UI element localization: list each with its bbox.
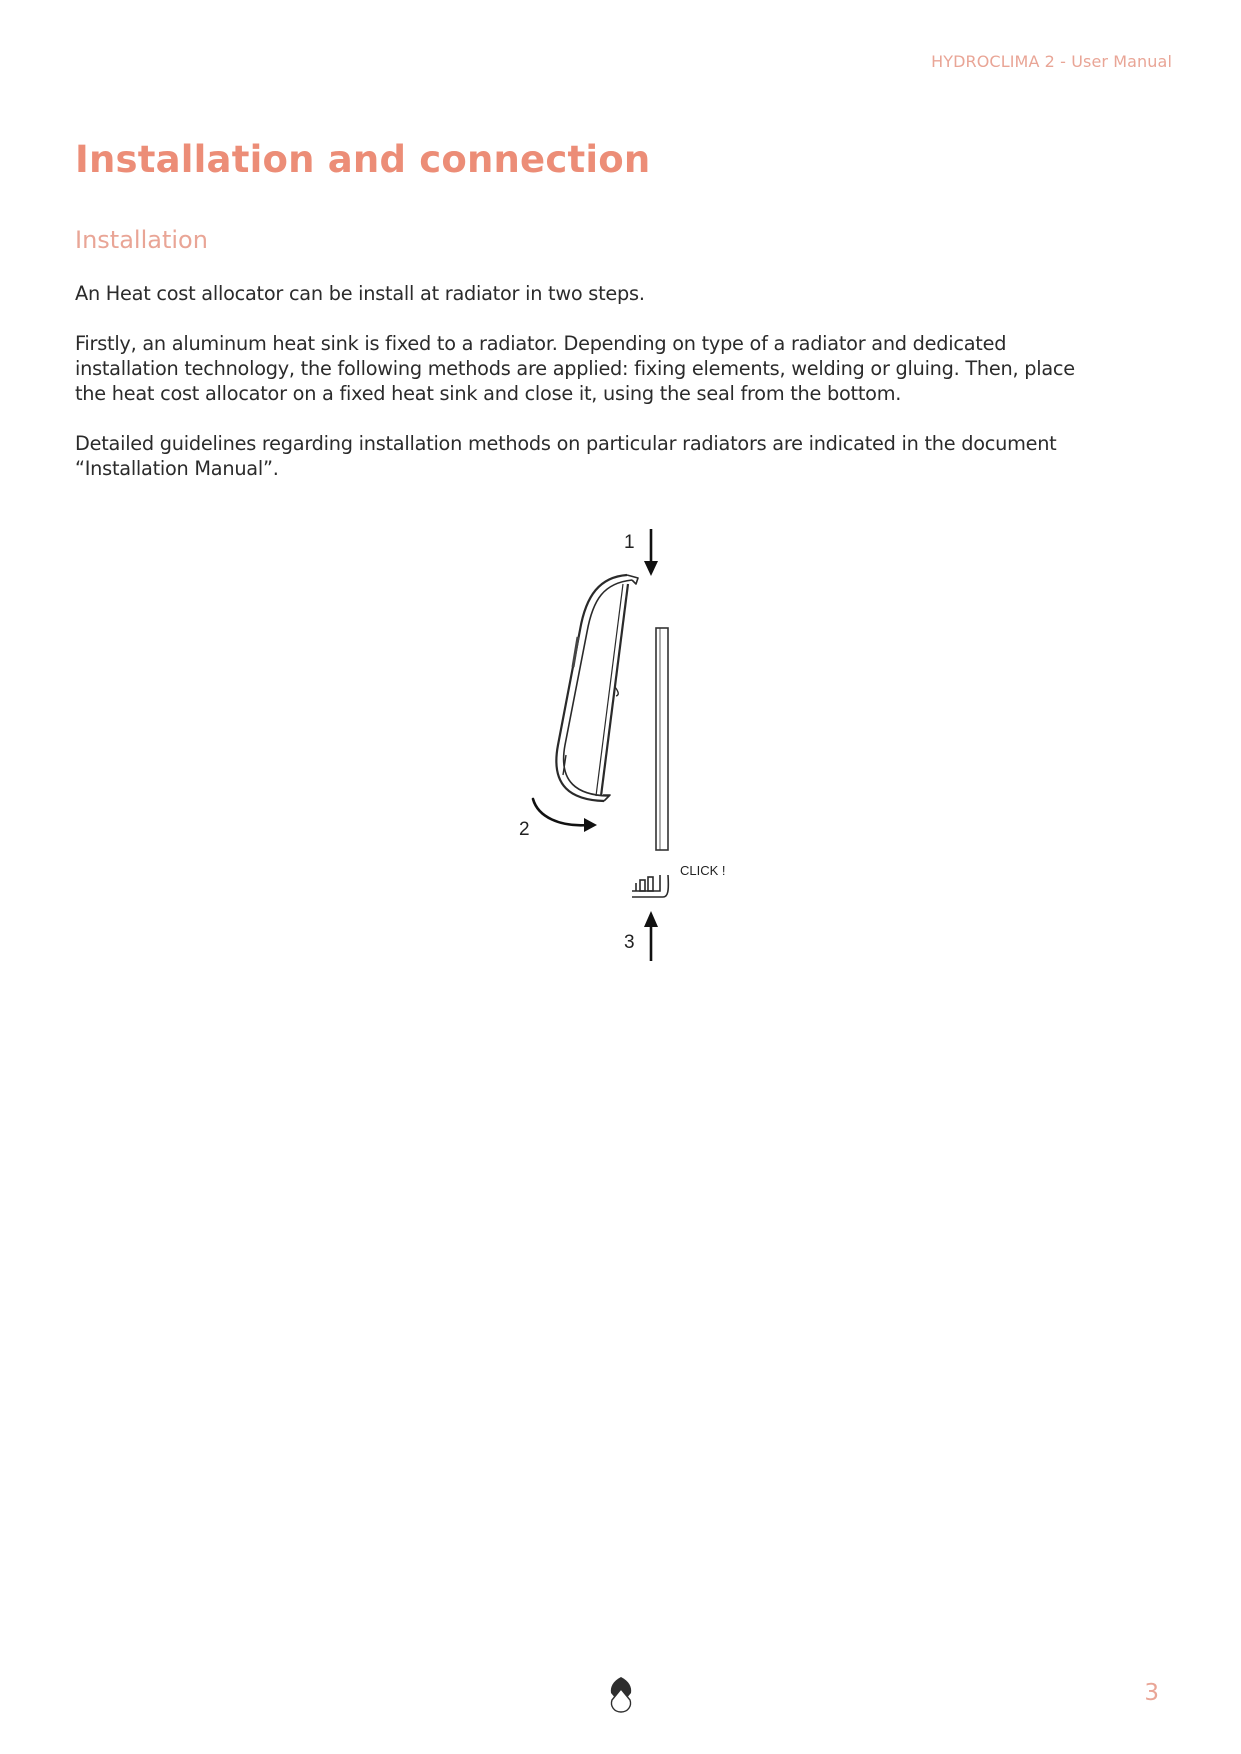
step-3-label: 3 [624,932,635,953]
click-label: CLICK ! [680,863,726,878]
seal [632,875,668,897]
heat-sink [656,628,668,850]
intro-paragraph: An Heat cost allocator can be install at radiator in two steps. [75,282,645,305]
document-title: HYDROCLIMA 2 - User Manual [931,52,1172,71]
page-title: Installation and connection [75,138,651,181]
step-2-label: 2 [519,819,530,840]
page-number: 3 [1144,1680,1159,1706]
installation-diagram [500,525,760,975]
guidelines-paragraph: Detailed guidelines regarding installation methods on particular radiators are indicated in the document “Installation Manual”. [75,432,1057,480]
method-paragraph: Firstly, an aluminum heat sink is fixed to a radiator. Depending on type of a radiator and dedicated installation technology, the following methods are applied: fixing elements, welding or gluing. Then, place the heat cost allocator on a fixed heat sink and close it, using the seal from the bottom. [75,332,1075,405]
rotate-arrow-icon [533,799,597,832]
step-1-label: 1 [624,532,635,553]
section-heading: Installation [75,226,208,254]
arrow-up-icon [644,911,658,961]
allocator-housing [556,575,638,801]
arrow-down-icon [644,529,658,576]
brand-logo-icon [607,1675,635,1715]
